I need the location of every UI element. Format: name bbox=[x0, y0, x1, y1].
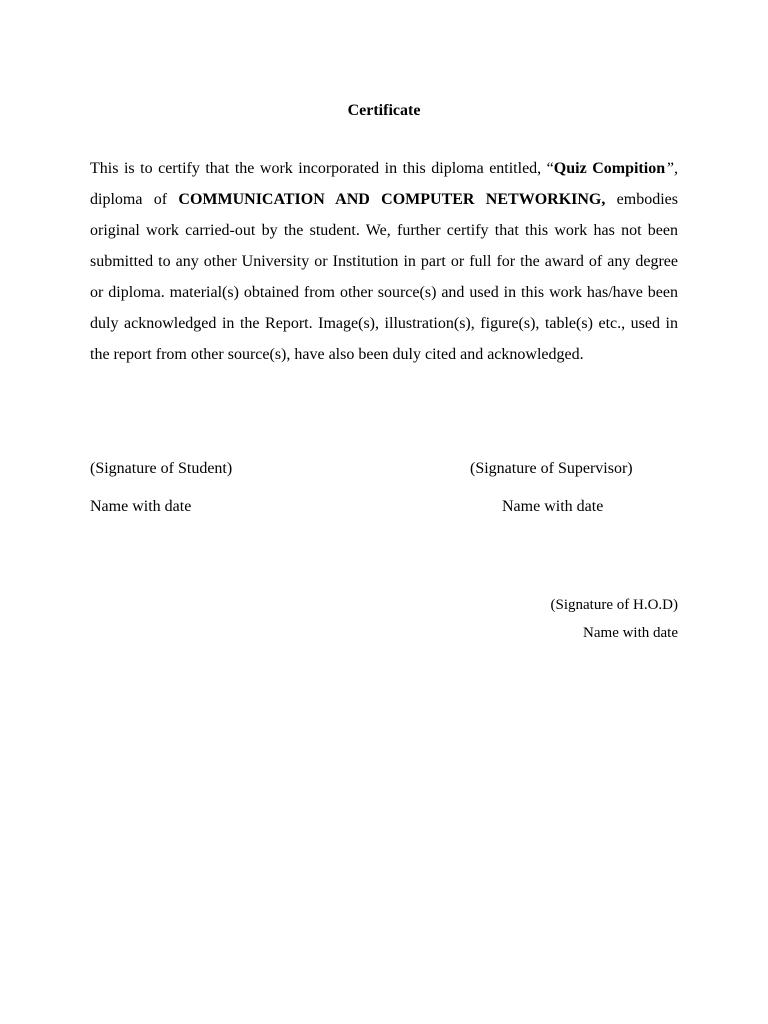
hod-name-with-date: Name with date bbox=[583, 625, 678, 641]
program-name: COMMUNICATION AND COMPUTER NETWORKING, bbox=[178, 191, 606, 208]
student-name-with-date: Name with date bbox=[90, 498, 192, 515]
certificate-title: Certificate bbox=[347, 102, 421, 119]
hod-signature-label: (Signature of H.O.D) bbox=[550, 597, 678, 613]
student-signature-label: (Signature of Student) bbox=[90, 460, 233, 477]
supervisor-signature-label: (Signature of Supervisor) bbox=[470, 460, 633, 477]
certificate-body bbox=[90, 153, 678, 370]
body-intro: This is to certify that the work incorporated in this diploma entitled, “ bbox=[90, 160, 554, 177]
body-rest: embodies original work carried-out by the student. We, further certify that this work has not been submitted to any other University or Institution in part or full for the award of any degree or diploma. material(s) obtained from other source(s) and used in this work has/have been duly acknowledged in the Report. Image(s), illustration(s), figure(s), table(s) etc., used in the report from other source(s), have also been duly cited and acknowledged. bbox=[90, 191, 678, 363]
supervisor-name-with-date: Name with date bbox=[502, 498, 604, 515]
body-diploma-of: diploma of bbox=[90, 191, 179, 208]
project-title: Quiz Compition bbox=[553, 160, 666, 177]
quote-close: ”, bbox=[665, 160, 679, 177]
